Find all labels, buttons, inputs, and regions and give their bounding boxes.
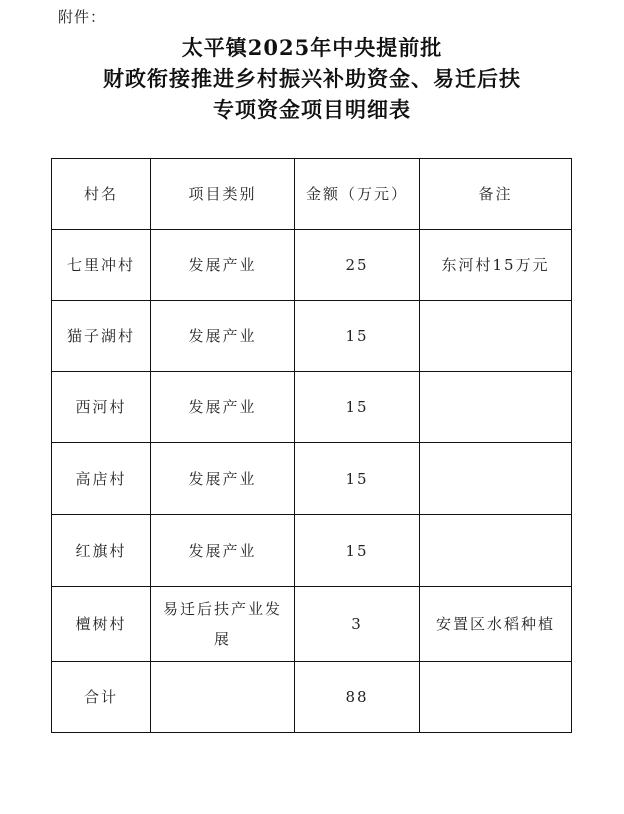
cell-note: 东河村15万元: [420, 230, 572, 301]
table-row: [52, 301, 572, 372]
cell-village: 高店村: [52, 443, 151, 515]
cell-note: [420, 301, 572, 372]
header-category: 项目类别: [151, 159, 295, 230]
total-label: 合计: [52, 662, 151, 733]
cell-amount: 15: [295, 443, 420, 515]
cell-amount: 15: [295, 515, 420, 587]
total-note: [420, 662, 572, 733]
table-total-row: [52, 662, 572, 733]
cell-note: [420, 515, 572, 587]
cell-category: 发展产业: [151, 230, 295, 301]
total-amount: 88: [295, 662, 420, 733]
header-note: 备注: [420, 159, 572, 230]
cell-amount: 3: [295, 587, 420, 662]
cell-category: 易迁后扶产业发展: [151, 587, 295, 662]
table-header-row: [52, 159, 572, 230]
table-row: [52, 372, 572, 443]
cell-village: 红旗村: [52, 515, 151, 587]
table-row: [52, 515, 572, 587]
cell-village: 西河村: [52, 372, 151, 443]
table-row: [52, 587, 572, 662]
title-line-1: 太平镇2025年中央提前批: [181, 35, 443, 60]
cell-village: 猫子湖村: [52, 301, 151, 372]
title-line-3: 专项资金项目明细表: [213, 97, 411, 122]
table-row: [52, 230, 572, 301]
project-detail-table: [51, 158, 572, 733]
cell-village: 檀树村: [52, 587, 151, 662]
cell-amount: 25: [295, 230, 420, 301]
header-village: 村名: [52, 159, 151, 230]
cell-note: [420, 372, 572, 443]
cell-category: 发展产业: [151, 443, 295, 515]
attachment-label: 附件：: [58, 8, 107, 26]
header-amount: 金额（万元）: [295, 159, 420, 230]
cell-note: [420, 443, 572, 515]
cell-category: 发展产业: [151, 301, 295, 372]
cell-category: 发展产业: [151, 372, 295, 443]
cell-amount: 15: [295, 372, 420, 443]
cell-category: 发展产业: [151, 515, 295, 587]
cell-amount: 15: [295, 301, 420, 372]
title-line-2: 财政衔接推进乡村振兴补助资金、易迁后扶: [103, 66, 521, 91]
table-row: [52, 443, 572, 515]
total-category: [151, 662, 295, 733]
cell-village: 七里冲村: [52, 230, 151, 301]
cell-note: 安置区水稻种植: [420, 587, 572, 662]
